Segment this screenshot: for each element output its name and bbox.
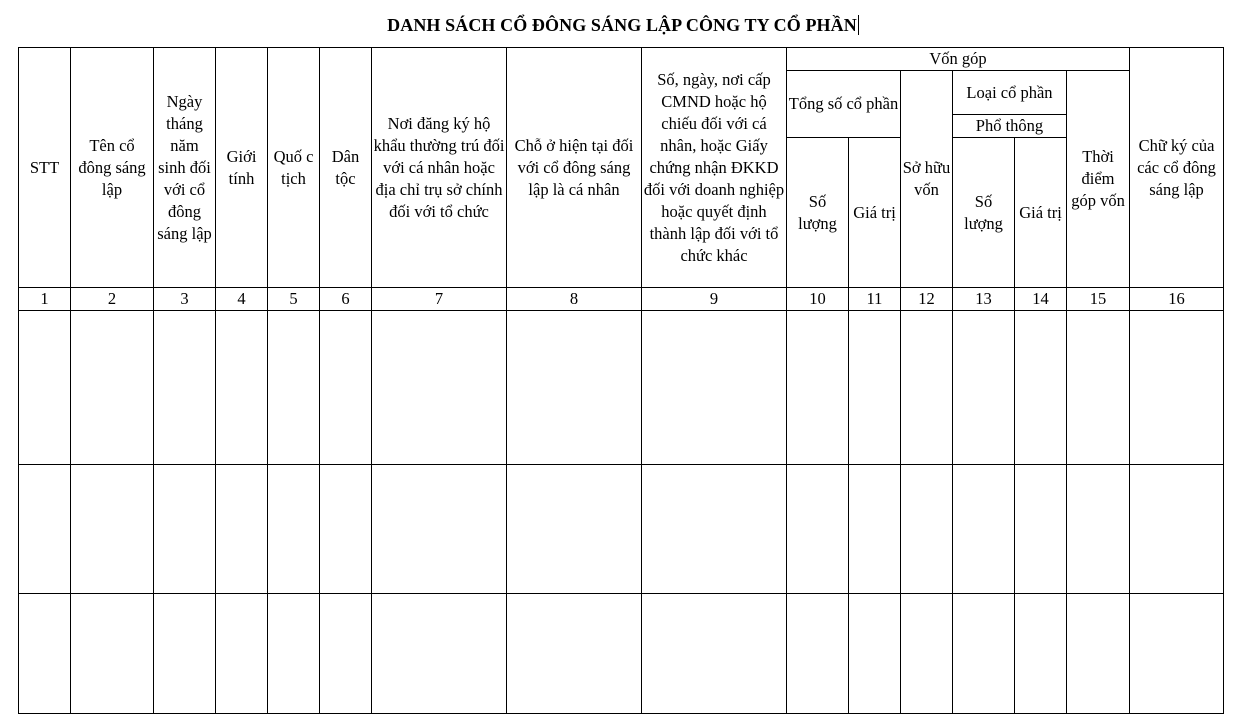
header-gioi-tinh: Giới tính [216, 48, 268, 288]
header-noi-dang-ky: Nơi đăng ký hộ khẩu thường trú đối với cá nhân hoặc địa chỉ trụ sở chính đối với tổ chức [372, 48, 507, 288]
table-cell[interactable] [372, 311, 507, 465]
column-number: 14 [1015, 288, 1067, 311]
table-cell[interactable] [642, 311, 787, 465]
header-stt: STT [19, 48, 71, 288]
table-cell[interactable] [71, 311, 154, 465]
table-cell[interactable] [849, 465, 901, 594]
table-cell[interactable] [953, 311, 1015, 465]
table-cell[interactable] [216, 311, 268, 465]
column-number: 10 [787, 288, 849, 311]
table-cell[interactable] [154, 311, 216, 465]
table-cell[interactable] [154, 594, 216, 714]
header-quoc-tich: Quố c tịch [268, 48, 320, 288]
table-cell[interactable] [216, 465, 268, 594]
column-number: 7 [372, 288, 507, 311]
table-cell[interactable] [19, 465, 71, 594]
header-so-huu-von: Sở hữu vốn [901, 71, 953, 288]
table-cell[interactable] [787, 594, 849, 714]
table-cell[interactable] [268, 594, 320, 714]
column-number-row [19, 288, 1224, 311]
header-gia-tri: Giá trị [849, 138, 901, 288]
table-cell[interactable] [953, 594, 1015, 714]
table-cell[interactable] [1015, 465, 1067, 594]
table-cell[interactable] [216, 594, 268, 714]
table-cell[interactable] [154, 465, 216, 594]
column-number: 3 [154, 288, 216, 311]
table-cell[interactable] [953, 465, 1015, 594]
table-cell[interactable] [642, 594, 787, 714]
column-number: 12 [901, 288, 953, 311]
header-thoi-diem-gop-von: Thời điểm góp vốn [1067, 71, 1130, 288]
header-pho-thong: Phổ thông [953, 115, 1067, 138]
column-number: 6 [320, 288, 372, 311]
header-gia-tri-pho-thong: Giá trị [1015, 138, 1067, 288]
header-ten-co-dong: Tên cổ đông sáng lập [71, 48, 154, 288]
header-von-gop: Vốn góp [787, 48, 1130, 71]
table-cell[interactable] [320, 311, 372, 465]
table-cell[interactable] [787, 311, 849, 465]
page-title: DANH SÁCH CỔ ĐÔNG SÁNG LẬP CÔNG TY CỔ PHẦN [387, 15, 857, 35]
table-cell[interactable] [320, 594, 372, 714]
table-cell[interactable] [901, 594, 953, 714]
header-so-luong-pho-thong: Số lượng [953, 138, 1015, 288]
table-row[interactable] [19, 311, 1224, 465]
table-cell[interactable] [1130, 311, 1224, 465]
header-so-cmnd: Số, ngày, nơi cấp CMND hoặc hộ chiếu đối với cá nhân, hoặc Giấy chứng nhận ĐKKD đối với doanh nghiệp hoặc quyết định thành lập đối với tổ chức khác [642, 48, 787, 288]
column-number: 11 [849, 288, 901, 311]
table-cell[interactable] [268, 311, 320, 465]
column-number: 9 [642, 288, 787, 311]
column-number: 15 [1067, 288, 1130, 311]
table-cell[interactable] [901, 311, 953, 465]
table-cell[interactable] [507, 465, 642, 594]
column-number: 4 [216, 288, 268, 311]
table-cell[interactable] [787, 465, 849, 594]
header-dan-toc: Dân tộc [320, 48, 372, 288]
header-cho-o: Chỗ ở hiện tại đối với cổ đông sáng lập là cá nhân [507, 48, 642, 288]
table-cell[interactable] [507, 594, 642, 714]
header-loai-co-phan: Loại cổ phần [953, 71, 1067, 115]
table-cell[interactable] [642, 465, 787, 594]
table-cell[interactable] [19, 594, 71, 714]
table-cell[interactable] [1130, 465, 1224, 594]
shareholder-table [18, 47, 1224, 714]
table-cell[interactable] [268, 465, 320, 594]
table-cell[interactable] [1130, 594, 1224, 714]
column-number: 2 [71, 288, 154, 311]
table-cell[interactable] [71, 465, 154, 594]
table-cell[interactable] [372, 465, 507, 594]
table-cell[interactable] [1015, 311, 1067, 465]
table-cell[interactable] [849, 311, 901, 465]
header-ngay-sinh: Ngày tháng năm sinh đối với cổ đông sáng lập [154, 48, 216, 288]
header-chu-ky: Chữ ký của các cổ đông sáng lập [1130, 48, 1224, 288]
header-tong-so-co-phan: Tổng số cổ phần [787, 71, 901, 138]
column-number: 8 [507, 288, 642, 311]
table-cell[interactable] [507, 311, 642, 465]
table-cell[interactable] [372, 594, 507, 714]
column-number: 5 [268, 288, 320, 311]
table-cell[interactable] [1067, 311, 1130, 465]
header-so-luong: Số lượng [787, 138, 849, 288]
table-cell[interactable] [849, 594, 901, 714]
table-cell[interactable] [320, 465, 372, 594]
table-cell[interactable] [901, 465, 953, 594]
table-cell[interactable] [1015, 594, 1067, 714]
table-cell[interactable] [1067, 465, 1130, 594]
table-cell[interactable] [1067, 594, 1130, 714]
table-row[interactable] [19, 465, 1224, 594]
table-cell[interactable] [19, 311, 71, 465]
column-number: 16 [1130, 288, 1224, 311]
table-row[interactable] [19, 594, 1224, 714]
column-number: 13 [953, 288, 1015, 311]
text-cursor [858, 15, 859, 35]
table-cell[interactable] [71, 594, 154, 714]
column-number: 1 [19, 288, 71, 311]
